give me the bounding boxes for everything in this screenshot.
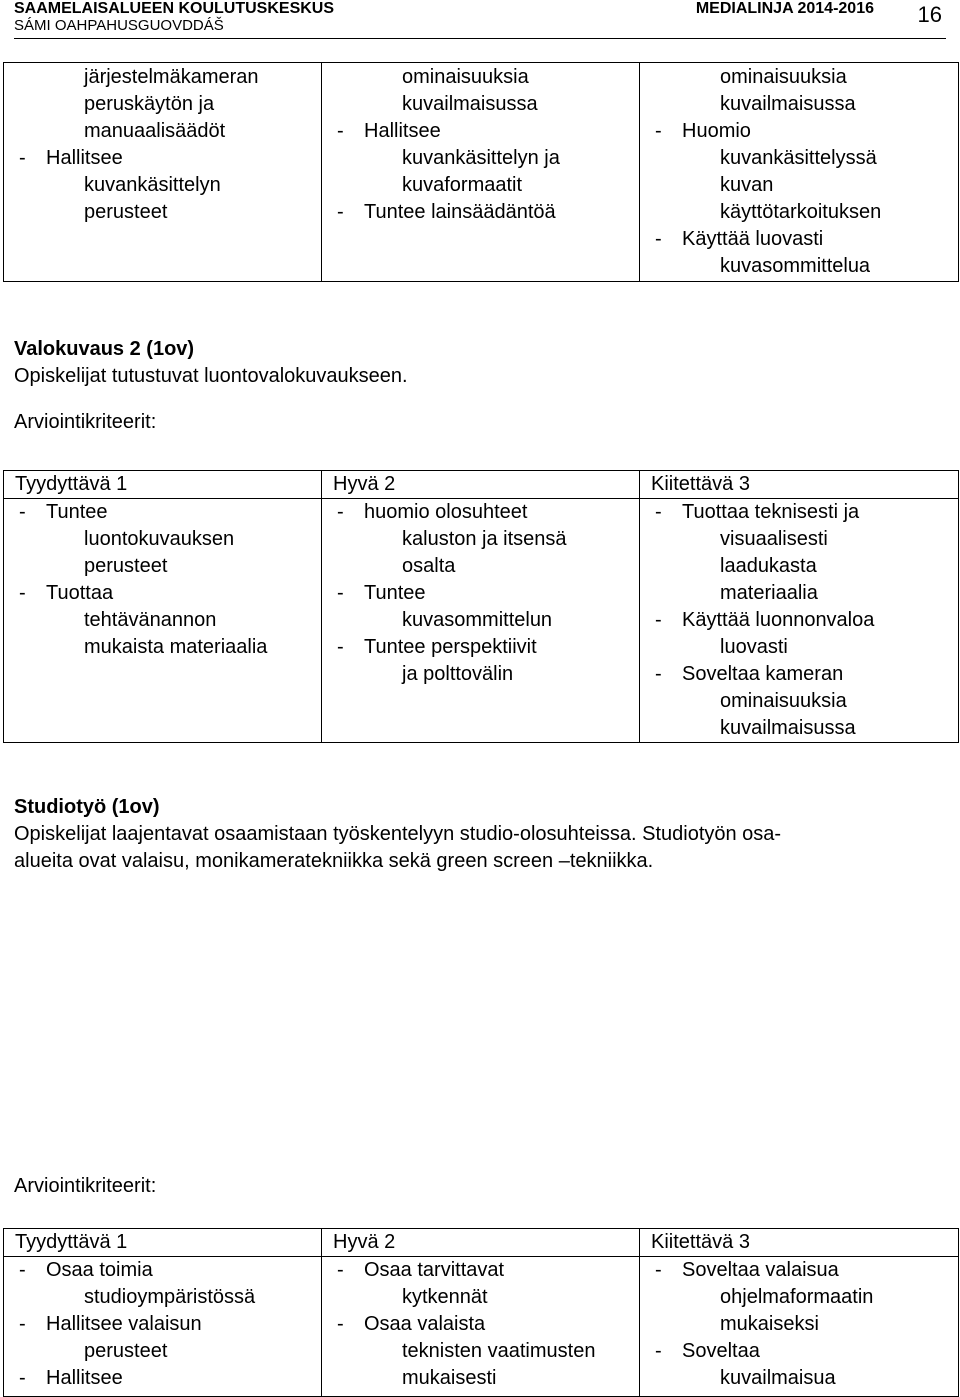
list-item: - Hallitsee [337,120,441,142]
list-item: - Tuottaa teknisesti ja [655,501,860,523]
cell-line: järjestelmäkameran [84,66,259,88]
page-header [14,0,946,40]
table1-cell-1 [4,63,322,282]
cell-line: osalta [402,555,456,577]
cell-line: perusteet [84,1340,168,1362]
cell-line: mukaiseksi [720,1313,819,1335]
cell-line: perusteet [84,201,168,223]
criteria-table-studiotyo [3,1228,959,1397]
grade-header-1: Tyydyttävä 1 [4,471,322,499]
cell-line: luovasti [720,636,788,658]
cell-line: visuaalisesti [720,528,828,550]
cell-line: kuvasommittelun [402,609,553,631]
cell-line: ohjelmaformaatin [720,1286,874,1308]
cell-line: ominaisuuksia [720,66,847,88]
list-item: - Tuntee [337,582,426,604]
cell-line: luontokuvauksen [84,528,235,550]
criteria-table-valokuvaus [3,470,959,743]
grade-header-2: Hyvä 2 [322,471,640,499]
list-item: - Käyttää luovasti [655,228,824,250]
cell-line: laadukasta [720,555,817,577]
list-item: - Tuntee [19,501,108,523]
list-item: - Käyttää luonnonvaloa [655,609,875,631]
section-studiotyo [14,794,946,875]
table2-cell-2 [322,499,640,743]
section-description-line: alueita ovat valaisu, monikameratekniikka sekä green screen –tekniikka. [14,850,654,872]
cell-line: materiaalia [720,582,818,604]
list-item: - Osaa tarvittavat [337,1259,505,1281]
cell-line: kytkennät [402,1286,488,1308]
list-item: - Tuntee perspektiivit [337,636,537,658]
cell-line: kuvankäsittelyn ja [402,147,560,169]
cell-line: kuvankäsittelyn [84,174,221,196]
list-item: - Huomio [655,120,751,142]
table2-cell-3 [640,499,959,743]
cell-line: kuvailmaisussa [402,93,538,115]
cell-line: teknisten vaatimusten [402,1340,596,1362]
grade-header-3: Kiitettävä 3 [640,471,959,499]
org-name-sami: SÁMI OAHPAHUSGUOVDDÁŠ [14,17,224,34]
list-item: - Hallitsee valaisun [19,1313,202,1335]
list-item: - Soveltaa [655,1340,760,1362]
cell-line: kuvankäsittelyssä [720,147,877,169]
grade-header-2: Hyvä 2 [322,1229,640,1257]
table2-cell-1 [4,499,322,743]
criteria-label-2: Arviointikriteerit: [14,1175,157,1197]
program-name: MEDIALINJA 2014-2016 [695,0,874,17]
cell-line: peruskäytön ja [84,93,215,115]
header-rule [14,38,946,39]
list-item: - Tuottaa [19,582,114,604]
grade-header-3: Kiitettävä 3 [640,1229,959,1257]
cell-line: perusteet [84,555,168,577]
cell-line: ja polttovälin [402,663,514,685]
cell-line: käyttötarkoituksen [720,201,882,223]
cell-line: tehtävänannon [84,609,217,631]
cell-line: kuvaformaatit [402,174,523,196]
cell-line: mukaista materiaalia [84,636,268,658]
cell-line: ominaisuuksia [720,690,847,712]
list-item: - Soveltaa kameran [655,663,844,685]
cell-line: kuvan [720,174,774,196]
list-item: - Soveltaa valaisua [655,1259,839,1281]
cell-line: mukaisesti [402,1367,497,1389]
section-title: Valokuvaus 2 (1ov) [14,338,195,360]
table1-cell-2 [322,63,640,282]
cell-line: kuvailmaisua [720,1367,836,1389]
section-description-line: Opiskelijat laajentavat osaamistaan työskentelyyn studio-olosuhteissa. Studiotyön osa- [14,823,782,845]
section-title: Studiotyö (1ov) [14,796,160,818]
cell-line: manuaalisäädöt [84,120,226,142]
criteria-label: Arviointikriteerit: [14,411,157,433]
cell-line: kaluston ja itsensä [402,528,567,550]
criteria-table-continued [3,62,959,282]
cell-line: studioympäristössä [84,1286,256,1308]
cell-line: kuvasommittelua [720,255,871,277]
list-item: - huomio olosuhteet [337,501,528,523]
list-item: - Hallitsee [19,147,123,169]
org-name: SAAMELAISALUEEN KOULUTUSKESKUS [14,0,335,17]
table1-cell-3 [640,63,959,282]
table3-cell-1 [4,1257,322,1397]
table3-cell-3 [640,1257,959,1397]
cell-line: kuvailmaisussa [720,717,856,739]
list-item: - Osaa toimia [19,1259,153,1281]
grade-header-1: Tyydyttävä 1 [4,1229,322,1257]
page-number: 16 [917,2,942,27]
list-item: - Osaa valaista [337,1313,486,1335]
section-description: Opiskelijat tutustuvat luontovalokuvaukseen. [14,365,408,387]
list-item: - Hallitsee [19,1367,123,1389]
table3-cell-2 [322,1257,640,1397]
cell-line: kuvailmaisussa [720,93,856,115]
section-valokuvaus [14,336,946,436]
list-item: - Tuntee lainsäädäntöä [337,201,556,223]
cell-line: ominaisuuksia [402,66,529,88]
